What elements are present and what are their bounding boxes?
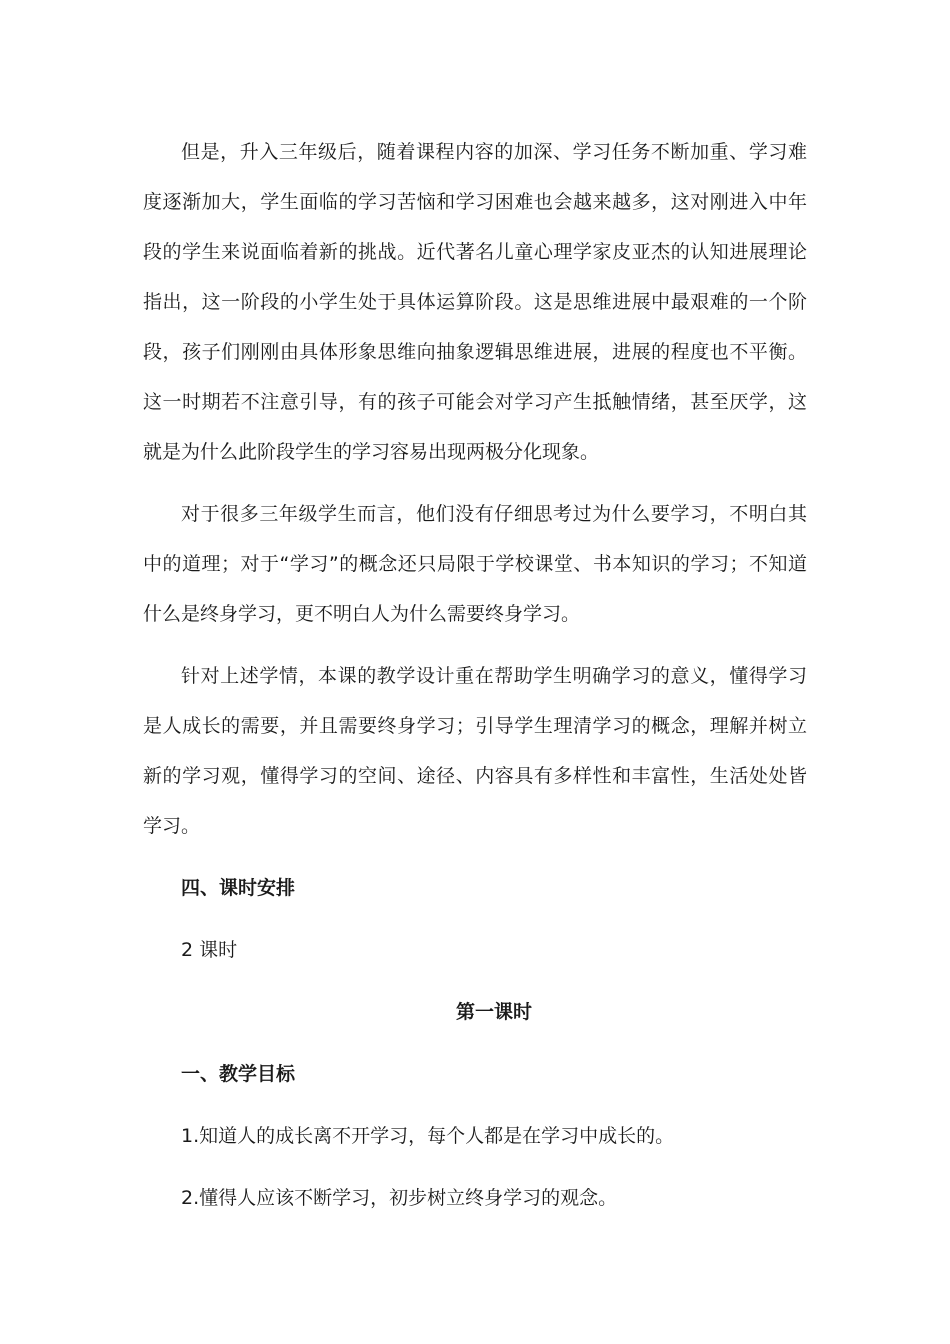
lesson-title: 第一课时 [455,1001,532,1023]
goal-item-2: 2.懂得人应该不断学习，初步树立终身学习的观念。 [181,1187,618,1209]
section-heading-goals: 一、教学目标 [181,1063,296,1085]
paragraph-teaching-design: 针对上述学情，本课的教学设计重在帮助学生明确学习的意义，懂得学习是人成长的需要，并且需要终身学习；引导学生理清学习的概念，理解并树立新的学习观，懂得学习的空间、途径、内容具有多样性和丰富性，生活处处皆学习。 [143,665,807,837]
goal-item-1: 1.知道人的成长离不开学习，每个人都是在学习中成长的。 [181,1125,675,1147]
schedule-text: 2 课时 [181,939,238,961]
paragraph-learning-challenges: 但是，升入三年级后，随着课程内容的加深、学习任务不断加重、学习难度逐渐加大，学生面临的学习苦恼和学习困难也会越来越多，这对刚进入中年段的学生来说面临着新的挑战。近代著名儿童心理学家皮亚杰的认知进展理论指出，这一阶段的小学生处于具体运算阶段。这是思维进展中最艰难的一个阶段，孩子们刚刚由具体形象思维向抽象逻辑思维进展，进展的程度也不平衡。这一时期若不注意引导，有的孩子可能会对学习产生抵触情绪，甚至厌学，这就是为什么此阶段学生的学习容易出现两极分化现象。 [143,141,807,463]
section-heading-schedule: 四、课时安排 [181,877,296,899]
document-body [143,127,807,1235]
paragraph-student-understanding: 对于很多三年级学生而言，他们没有仔细思考过为什么要学习，不明白其中的道理；对于“学习”的概念还只局限于学校课堂、书本知识的学习；不知道什么是终身学习，更不明白人为什么需要终身学习。 [143,503,807,625]
